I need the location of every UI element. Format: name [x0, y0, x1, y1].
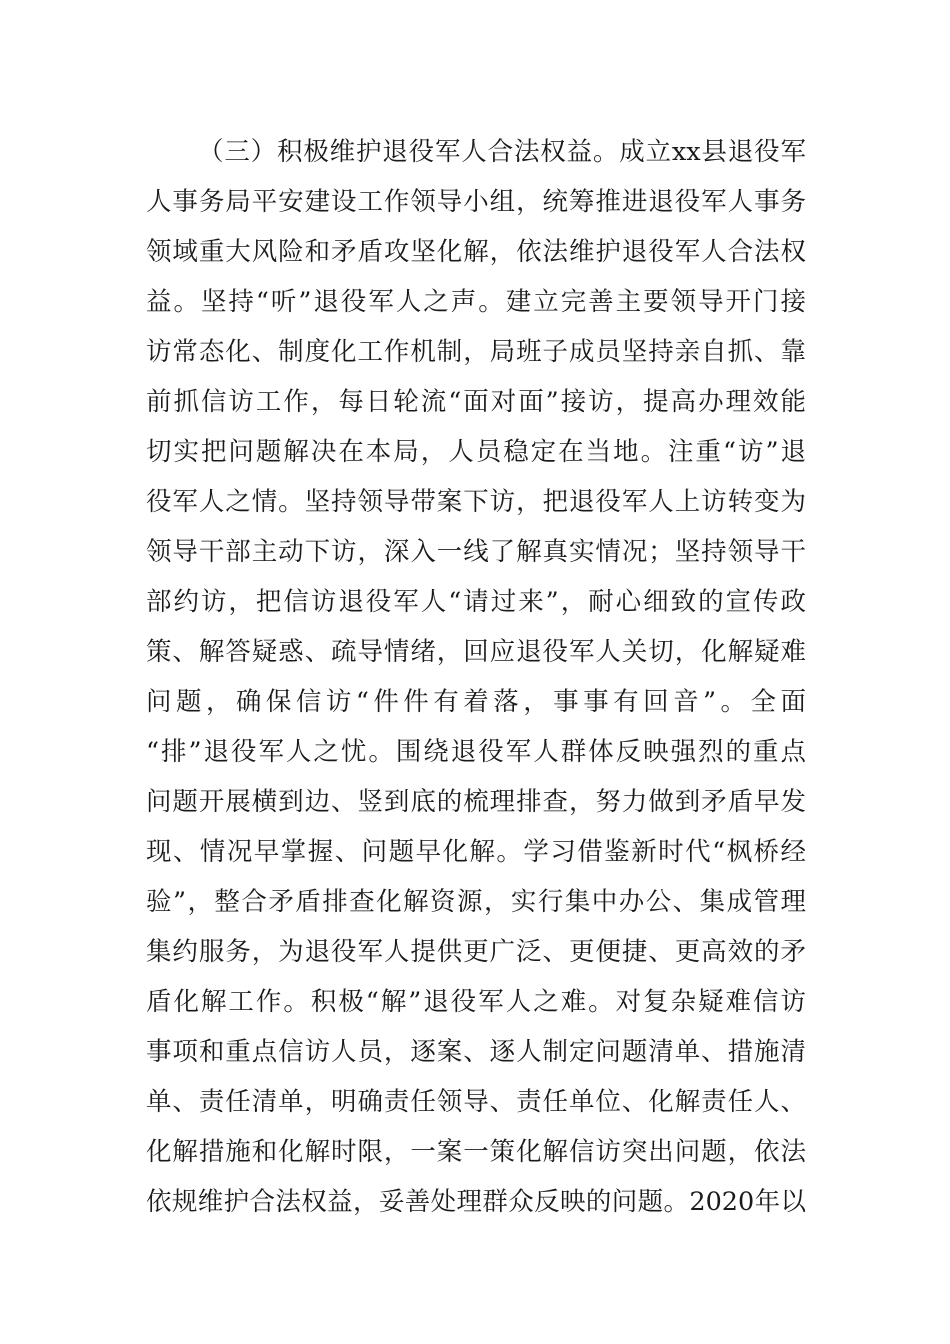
- text-line: “排”退役军人之忧。围绕退役军人群体反映强烈的重点: [146, 737, 806, 767]
- text-line: 化解措施和化解时限，一案一策化解信访突出问题，依法: [146, 1137, 806, 1167]
- text-line: 役军人之情。坚持领导带案下访，把退役军人上访转变为: [146, 487, 806, 517]
- text-line: 领域重大风险和矛盾攻坚化解，依法维护退役军人合法权: [146, 237, 806, 267]
- text-line: 集约服务，为退役军人提供更广泛、更便捷、更高效的矛: [146, 937, 806, 967]
- text-line: 部约访，把信访退役军人“请过来”，耐心细致的宣传政: [146, 587, 806, 617]
- text-line: 领导干部主动下访，深入一线了解真实情况；坚持领导干: [146, 537, 806, 567]
- body-paragraph: [146, 127, 806, 1227]
- text-line: 策、解答疑惑、疏导情绪，回应退役军人关切，化解疑难: [146, 637, 806, 667]
- text-line: 问题，确保信访“件件有着落，事事有回音”。全面: [146, 687, 806, 717]
- text-line: 益。坚持“听”退役军人之声。建立完善主要领导开门接: [146, 287, 806, 317]
- text-line: （三）积极维护退役军人合法权益。成立xx县退役军: [198, 137, 806, 167]
- text-line: 单、责任清单，明确责任领导、责任单位、化解责任人、: [146, 1087, 806, 1117]
- text-line: 验”，整合矛盾排查化解资源，实行集中办公、集成管理: [146, 887, 806, 917]
- text-line: 问题开展横到边、竖到底的梳理排查，努力做到矛盾早发: [146, 787, 806, 817]
- text-line: 前抓信访工作，每日轮流“面对面”接访，提高办理效能: [146, 387, 806, 417]
- text-line: 依规维护合法权益，妥善处理群众反映的问题。2020年以: [146, 1187, 806, 1217]
- text-line: 人事务局平安建设工作领导小组，统筹推进退役军人事务: [146, 187, 806, 217]
- text-line: 现、情况早掌握、问题早化解。学习借鉴新时代“枫桥经: [146, 837, 806, 867]
- text-line: 事项和重点信访人员，逐案、逐人制定问题清单、措施清: [146, 1037, 806, 1067]
- text-line: 访常态化、制度化工作机制，局班子成员坚持亲自抓、靠: [146, 337, 806, 367]
- text-line: 盾化解工作。积极“解”退役军人之难。对复杂疑难信访: [146, 987, 806, 1017]
- text-line: 切实把问题解决在本局，人员稳定在当地。注重“访”退: [146, 437, 806, 467]
